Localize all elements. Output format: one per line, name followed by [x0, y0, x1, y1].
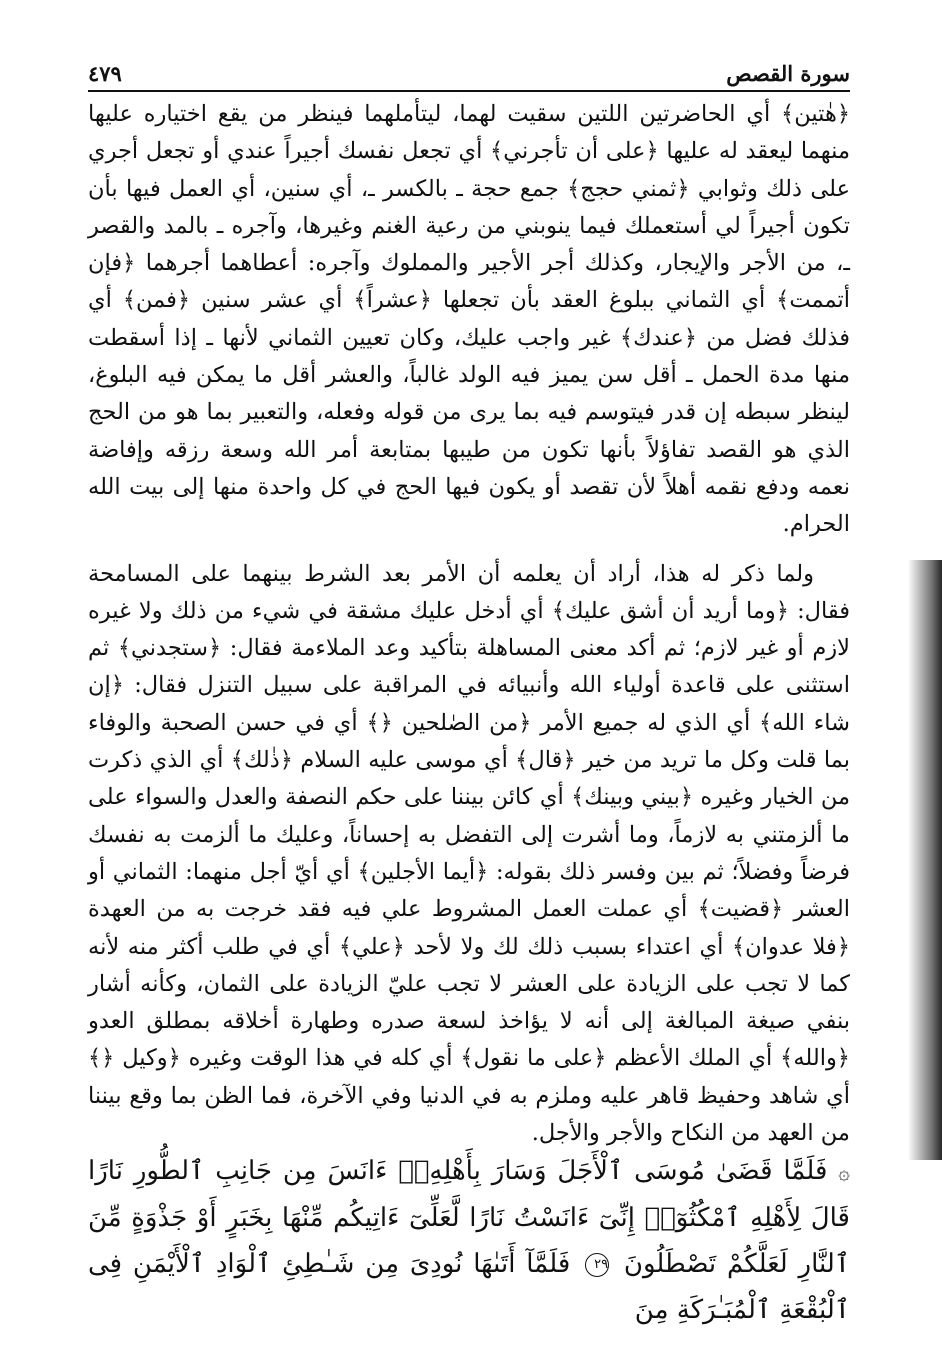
hizb-ornament-icon: ۞ — [838, 1160, 851, 1184]
header-divider — [88, 90, 850, 92]
surah-title: سورة القصص — [726, 61, 850, 86]
quran-verse-block — [88, 1148, 850, 1333]
page-header — [88, 52, 850, 86]
commentary-paragraph-2: ولما ذكر له هذا، أراد أن يعلمه أن الأمر بعد الشرط بينهما على المسامحة فقال: ﴿وما أريد أن أشق عليك﴾ أي أدخل عليك مشقة في شيء من ذلك ولا غيره لازم أو غير لازم؛ ثم أكد معنى المساهلة بتأكيد وعد الملاءمة فقال: ﴿ستجدني﴾ ثم استثنى على قاعدة أولياء الله وأنبيائه في المراقبة على سبيل التنزل فقال: ﴿إن شاء الله﴾ أي الذي له جميع الأمر ﴿من الصٰلحين ﴿﴾ أي في حسن الصحبة والوفاء بما قلت وكل ما تريد من خير ﴿قال﴾ أي موسى عليه السلام ﴿ذٰلك﴾ أي الذي ذكرت من الخيار وغيره ﴿بيني وبينك﴾ أي كائن بيننا على حكم النصفة والعدل والسواء على ما ألزمتني به لازماً، وما أشرت إلى التفضل به إحساناً، وعليك ما ألزمت به نفسك فرضاً وفضلاً؛ ثم بين وفسر ذلك بقوله: ﴿أيما الأجلين﴾ أي أيّ أجل منهما: الثماني أو العشر ﴿قضيت﴾ أي عملت العمل المشروط علي فيه فقد خرجت به من العهدة ﴿فلا عدوان﴾ أي اعتداء بسبب ذلك لك ولا لأحد ﴿علي﴾ أي في طلب أكثر منه لأنه كما لا تجب على الزيادة على العشر لا تجب عليّ الزيادة على الثمان، وكأنه أشار بنفي صيغة المبالغة إلى أنه لا يؤاخذ لسعة صدره وطهارة أخلاقه بمطلق العدو ﴿والله﴾ أي الملك الأعظم ﴿على ما نقول﴾ أي كله في هذا الوقت وغيره ﴿وكيل ﴿﴾ أي شاهد وحفيظ قاهر عليه وملزم به في الدنيا وفي الآخرة، فما الظن بما وقع بيننا من العهد من النكاح والأجر والأجل. — [88, 560, 850, 1147]
commentary-paragraph-1: ﴿هٰتين﴾ أي الحاضرتين اللتين سقيت لهما، ليتأملهما فينظر من يقع اختياره عليها منهما ليعقد له عليها ﴿على أن تأجرني﴾ أي تجعل نفسك أجيراً عندي أو تجعل أجري على ذلك وثوابي ﴿ثمني حجج﴾ جمع حجة ـ بالكسر ـ، أي سنين، أي العمل فيها بأن تكون أجيراً لي أستعملك فيما ينوبني من رعية الغنم وغيرها، وآجره ـ بالمد والقصر ـ، من الأجر والإيجار، وكذلك أجر الأجير والمملوك وآجره: أعطاهما أجرهما ﴿فإن أتممت﴾ أي الثماني ببلوغ العقد بأن تجعلها ﴿عشراً﴾ أي عشر سنين ﴿فمن﴾ أي فذلك فضل من ﴿عندك﴾ غير واجب عليك، وكان تعيين الثماني لأنها ـ إذا أسقطت منها مدة الحمل ـ أقل سن يميز فيه الولد غالباً، والعشر أقل ما يمكن فيه البلوغ، لينظر سبطه إن قدر فيتوسم فيه بما يرى من قوله وفعله، والتعبير بما هو من الحج الذي هو القصد تفاؤلاً بأنها تكون من طيبها بمتابعة أمر الله وسعة رزقه وإفاضة نعمه ودفع نقمه أهلاً لأن تقصد أو يكون فيها الحج في كل واحدة منها إلى بيت الله الحرام. — [88, 101, 850, 538]
verse-text-29: فَلَمَّا قَضَىٰ مُوسَى ٱلْأَجَلَ وَسَارَ بِأَهْلِهِۦٓ ءَانَسَ مِن جَانِبِ ٱلطُّورِ نَارًا قَالَ لِأَهْلِهِ ٱمْكُثُوٓا۟ إِنِّىٓ ءَانَسْتُ نَارًا لَّعَلِّىٓ ءَاتِيكُم مِّنْهَا بِخَبَرٍ أَوْ جَذْوَةٍ مِّنَ ٱلنَّارِ لَعَلَّكُمْ تَصْطَلُونَ — [88, 1156, 850, 1279]
verse-number-marker: ٢٩ — [585, 1253, 609, 1277]
page-number: ٤٧٩ — [88, 61, 122, 86]
verse-text-30: فَلَمَّآ أَتَىٰهَا نُودِىَ مِن شَـٰطِئِ ٱلْوَادِ ٱلْأَيْمَنِ فِى ٱلْبُقْعَةِ ٱلْمُبَـٰرَكَةِ مِنَ — [88, 1249, 850, 1325]
commentary-body — [88, 96, 850, 1152]
page-edge-shadow — [908, 560, 942, 1160]
